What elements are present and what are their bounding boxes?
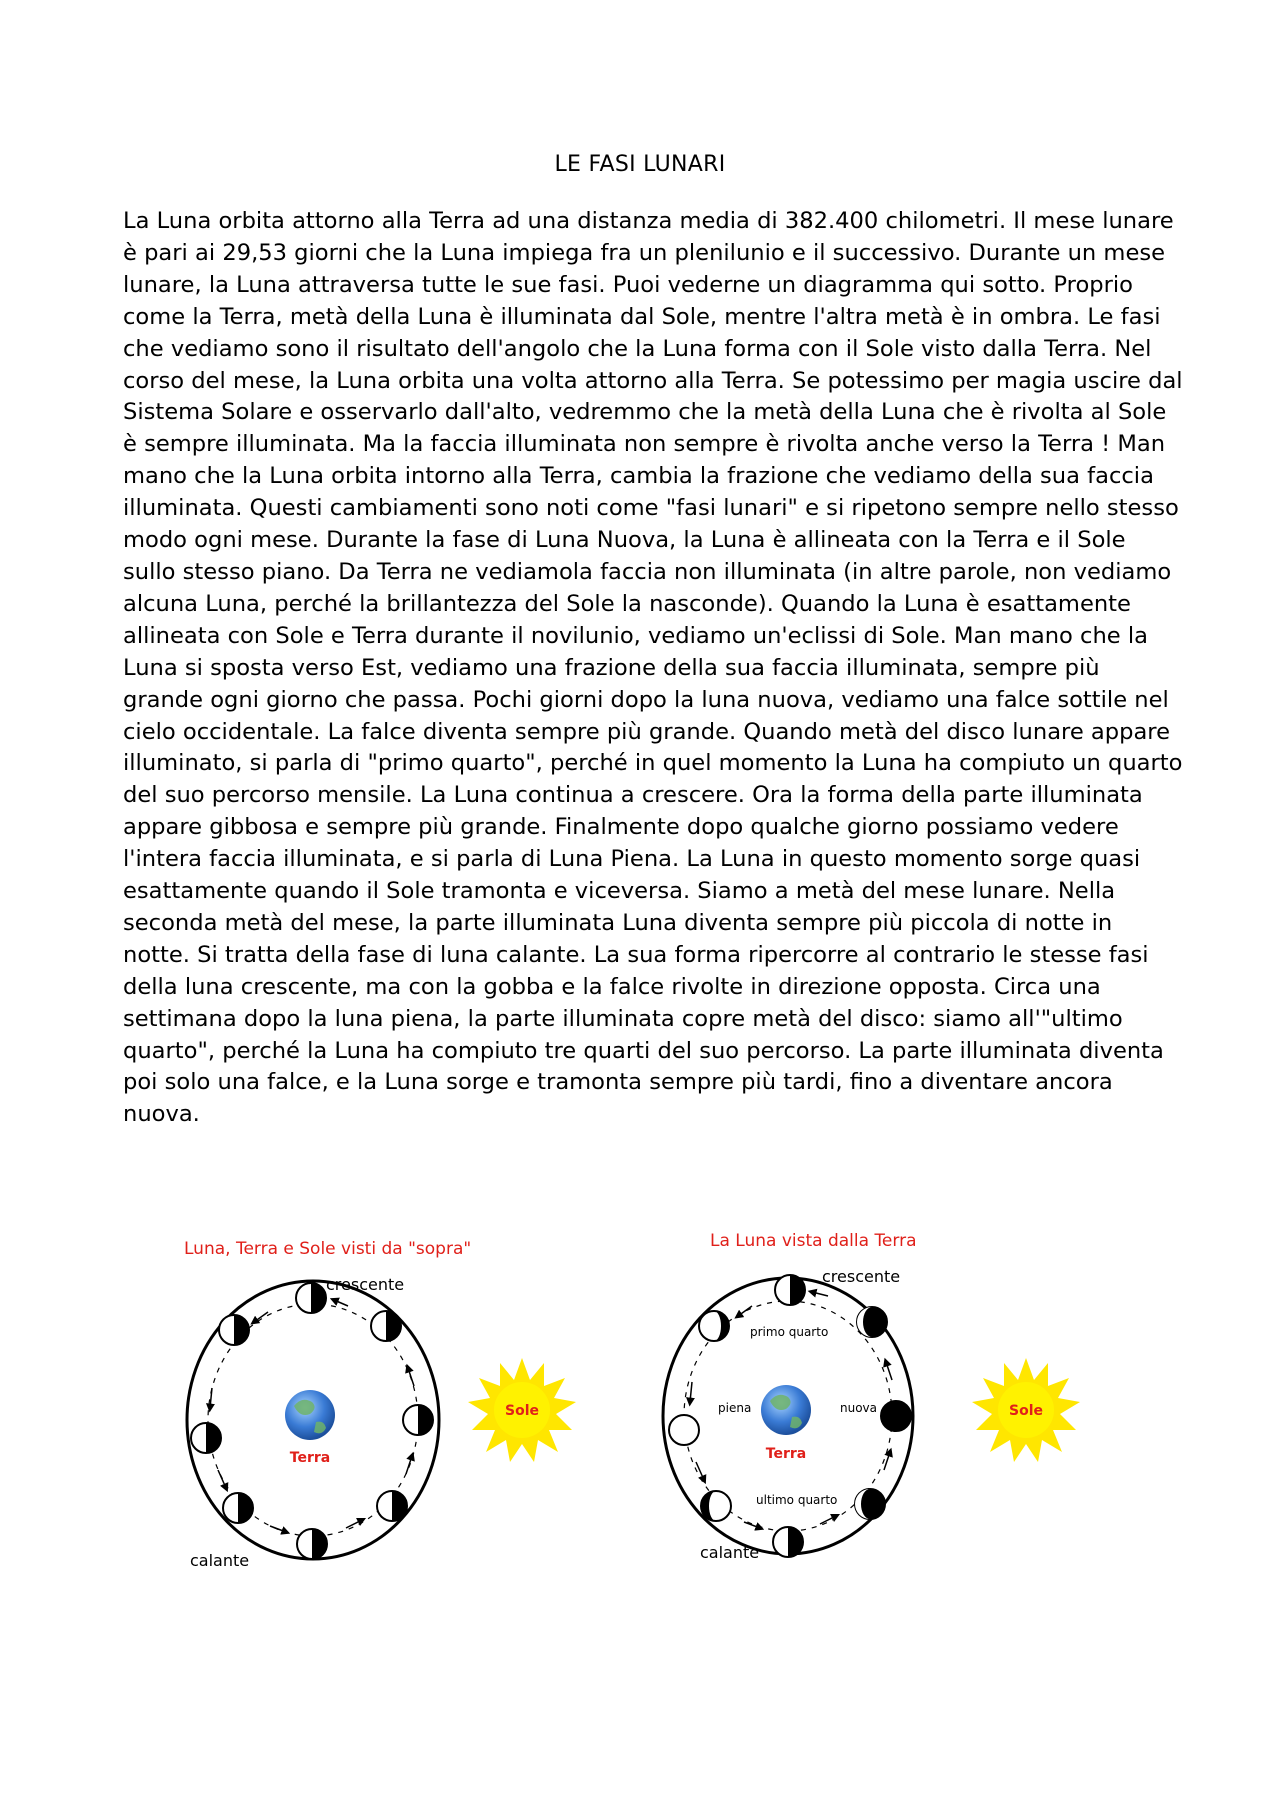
moon-last-quarter-icon	[773, 1527, 803, 1557]
nuova-label: nuova	[840, 1401, 878, 1415]
sole-label: Sole	[1009, 1403, 1043, 1419]
sole-label: Sole	[505, 1403, 539, 1419]
moon-full-icon	[669, 1415, 699, 1445]
figure-earth-view	[660, 1222, 1100, 1572]
moon-icon	[377, 1491, 407, 1521]
terra-label: Terra	[765, 1446, 807, 1462]
diagram-top-view	[170, 1230, 590, 1570]
orbit-arrow	[738, 1306, 752, 1316]
paragraph-text: La Luna orbita attorno alla Terra ad una distanza media di 382.400 chilometri. Il mese lunare è pari ai 29,53 giorni che la Luna impiega fra un plenilunio e il successivo. Durante un mese lunare, la Luna attraversa tutte le sue fasi. Puoi vederne un diagramma qui sotto. Proprio come la Terra, metà della Luna è illuminata dal Sole, mentre l'altra metà è in ombra. Le fasi che vediamo sono il risultato dell'angolo che la Luna forma con il Sole visto dalla Terra. Nel corso del mese, la Luna orbita una volta attorno alla Terra. Se potessimo per magia uscire dal Sistema Solare e osservarlo dall'alto, vedremmo che la metà della Luna che è rivolta al Sole è sempre illuminata. Ma la faccia illuminata non sempre è rivolta anche verso la Terra ! Man mano che la Luna orbita intorno alla Terra, cambia la frazione che vediamo della sua faccia illuminata. Questi cambiamenti sono noti come "fasi lunari" e si ripetono sempre nello stesso modo ogni mese. Durante la fase di Luna Nuova, la Luna è allineata con la Terra e il Sole sullo stesso piano. Da Terra ne vediamola faccia non illuminata (in altre parole, non vediamo alcuna Luna, perché la brillantezza del Sole la nasconde). Quando la Luna è esattamente allineata con Sole e Terra durante il novilunio, vediamo un'eclissi di Sole. Man mano che la Luna si sposta verso Est, vediamo una frazione della sua faccia illuminata, sempre più grande ogni giorno che passa. Pochi giorni dopo la luna nuova, vediamo una falce sottile nel cielo occidentale. La falce diventa sempre più grande. Quando metà del disco lunare appare illuminato, si parla di "primo quarto", perché in quel momento la Luna ha compiuto un quarto del suo percorso mensile. La Luna continua a crescere. Ora la forma della parte illuminata appare gibbosa e sempre più grande. Finalmente dopo qualche giorno possiamo vedere l'intera faccia illuminata, e si parla di Luna Piena. La Luna in questo momento sorge quasi esattamente quando il Sole tramonta e viceversa. Siamo a metà del mese lunare. Nella seconda metà del mese, la parte illuminata Luna diventa sempre più piccola di notte in notte. Si tratta della fase di luna calante. La sua forma ripercorre al contrario le stesse fasi della luna crescente, ma con la gobba e la falce rivolte in direzione opposta. Circa una settimana dopo la luna piena, la parte illuminata copre metà del disco: siamo all'"ultimo quarto", perché la Luna ha compiuto tre quarti del suo percorso. La parte illuminata diventa poi solo una falce, e la Luna sorge e tramonta sempre più tardi, fino a diventare ancora nuova.	[123, 208, 1183, 1128]
figure-top-view	[170, 1230, 590, 1570]
moon-icon	[219, 1315, 249, 1345]
primo-quarto-label: primo quarto	[750, 1325, 829, 1339]
earth-icon	[761, 1385, 811, 1435]
calante-label: calante	[700, 1543, 760, 1562]
moon-first-quarter-icon	[775, 1275, 805, 1305]
piena-label: piena	[718, 1401, 752, 1415]
sun-icon	[468, 1358, 576, 1462]
calante-label: calante	[190, 1551, 250, 1570]
figure-right-caption: La Luna vista dalla Terra	[710, 1231, 917, 1251]
orbit-arrow	[254, 1312, 268, 1322]
page-title: LE FASI LUNARI	[554, 152, 726, 177]
terra-label: Terra	[289, 1450, 331, 1466]
diagram-earth-view	[660, 1222, 1100, 1572]
orbit-arrow	[408, 1368, 414, 1386]
moon-icon	[223, 1493, 253, 1523]
figure-left-caption: Luna, Terra e Sole visti da "sopra"	[184, 1239, 472, 1259]
orbit-arrow	[812, 1292, 828, 1296]
orbit-arrow	[210, 1388, 212, 1408]
orbit-arrow	[744, 1522, 760, 1528]
crescente-label: crescente	[326, 1275, 405, 1294]
moon-crescent-icon	[857, 1307, 887, 1337]
crescente-label: crescente	[822, 1267, 901, 1286]
moon-gibbous-icon	[699, 1311, 729, 1341]
ultimo-quarto-label: ultimo quarto	[756, 1493, 838, 1507]
orbit-arrow	[406, 1456, 412, 1474]
body-paragraph	[123, 206, 1183, 1131]
moon-icon	[403, 1405, 433, 1435]
orbit-arrow	[270, 1526, 286, 1532]
orbit-arrow	[886, 1362, 892, 1380]
moon-icon	[296, 1283, 326, 1313]
moon-crescent-icon	[855, 1489, 885, 1519]
moon-icon	[191, 1423, 221, 1453]
sun-icon	[972, 1358, 1080, 1462]
orbit-arrow	[690, 1382, 692, 1402]
moon-gibbous-icon	[701, 1491, 731, 1521]
orbit-arrow	[884, 1452, 890, 1470]
moon-icon	[371, 1311, 401, 1341]
orbit-arrow	[334, 1300, 348, 1306]
moon-icon	[297, 1529, 327, 1559]
moon-new-icon	[881, 1401, 911, 1431]
earth-icon	[285, 1390, 335, 1440]
orbit-arrow	[218, 1470, 226, 1488]
